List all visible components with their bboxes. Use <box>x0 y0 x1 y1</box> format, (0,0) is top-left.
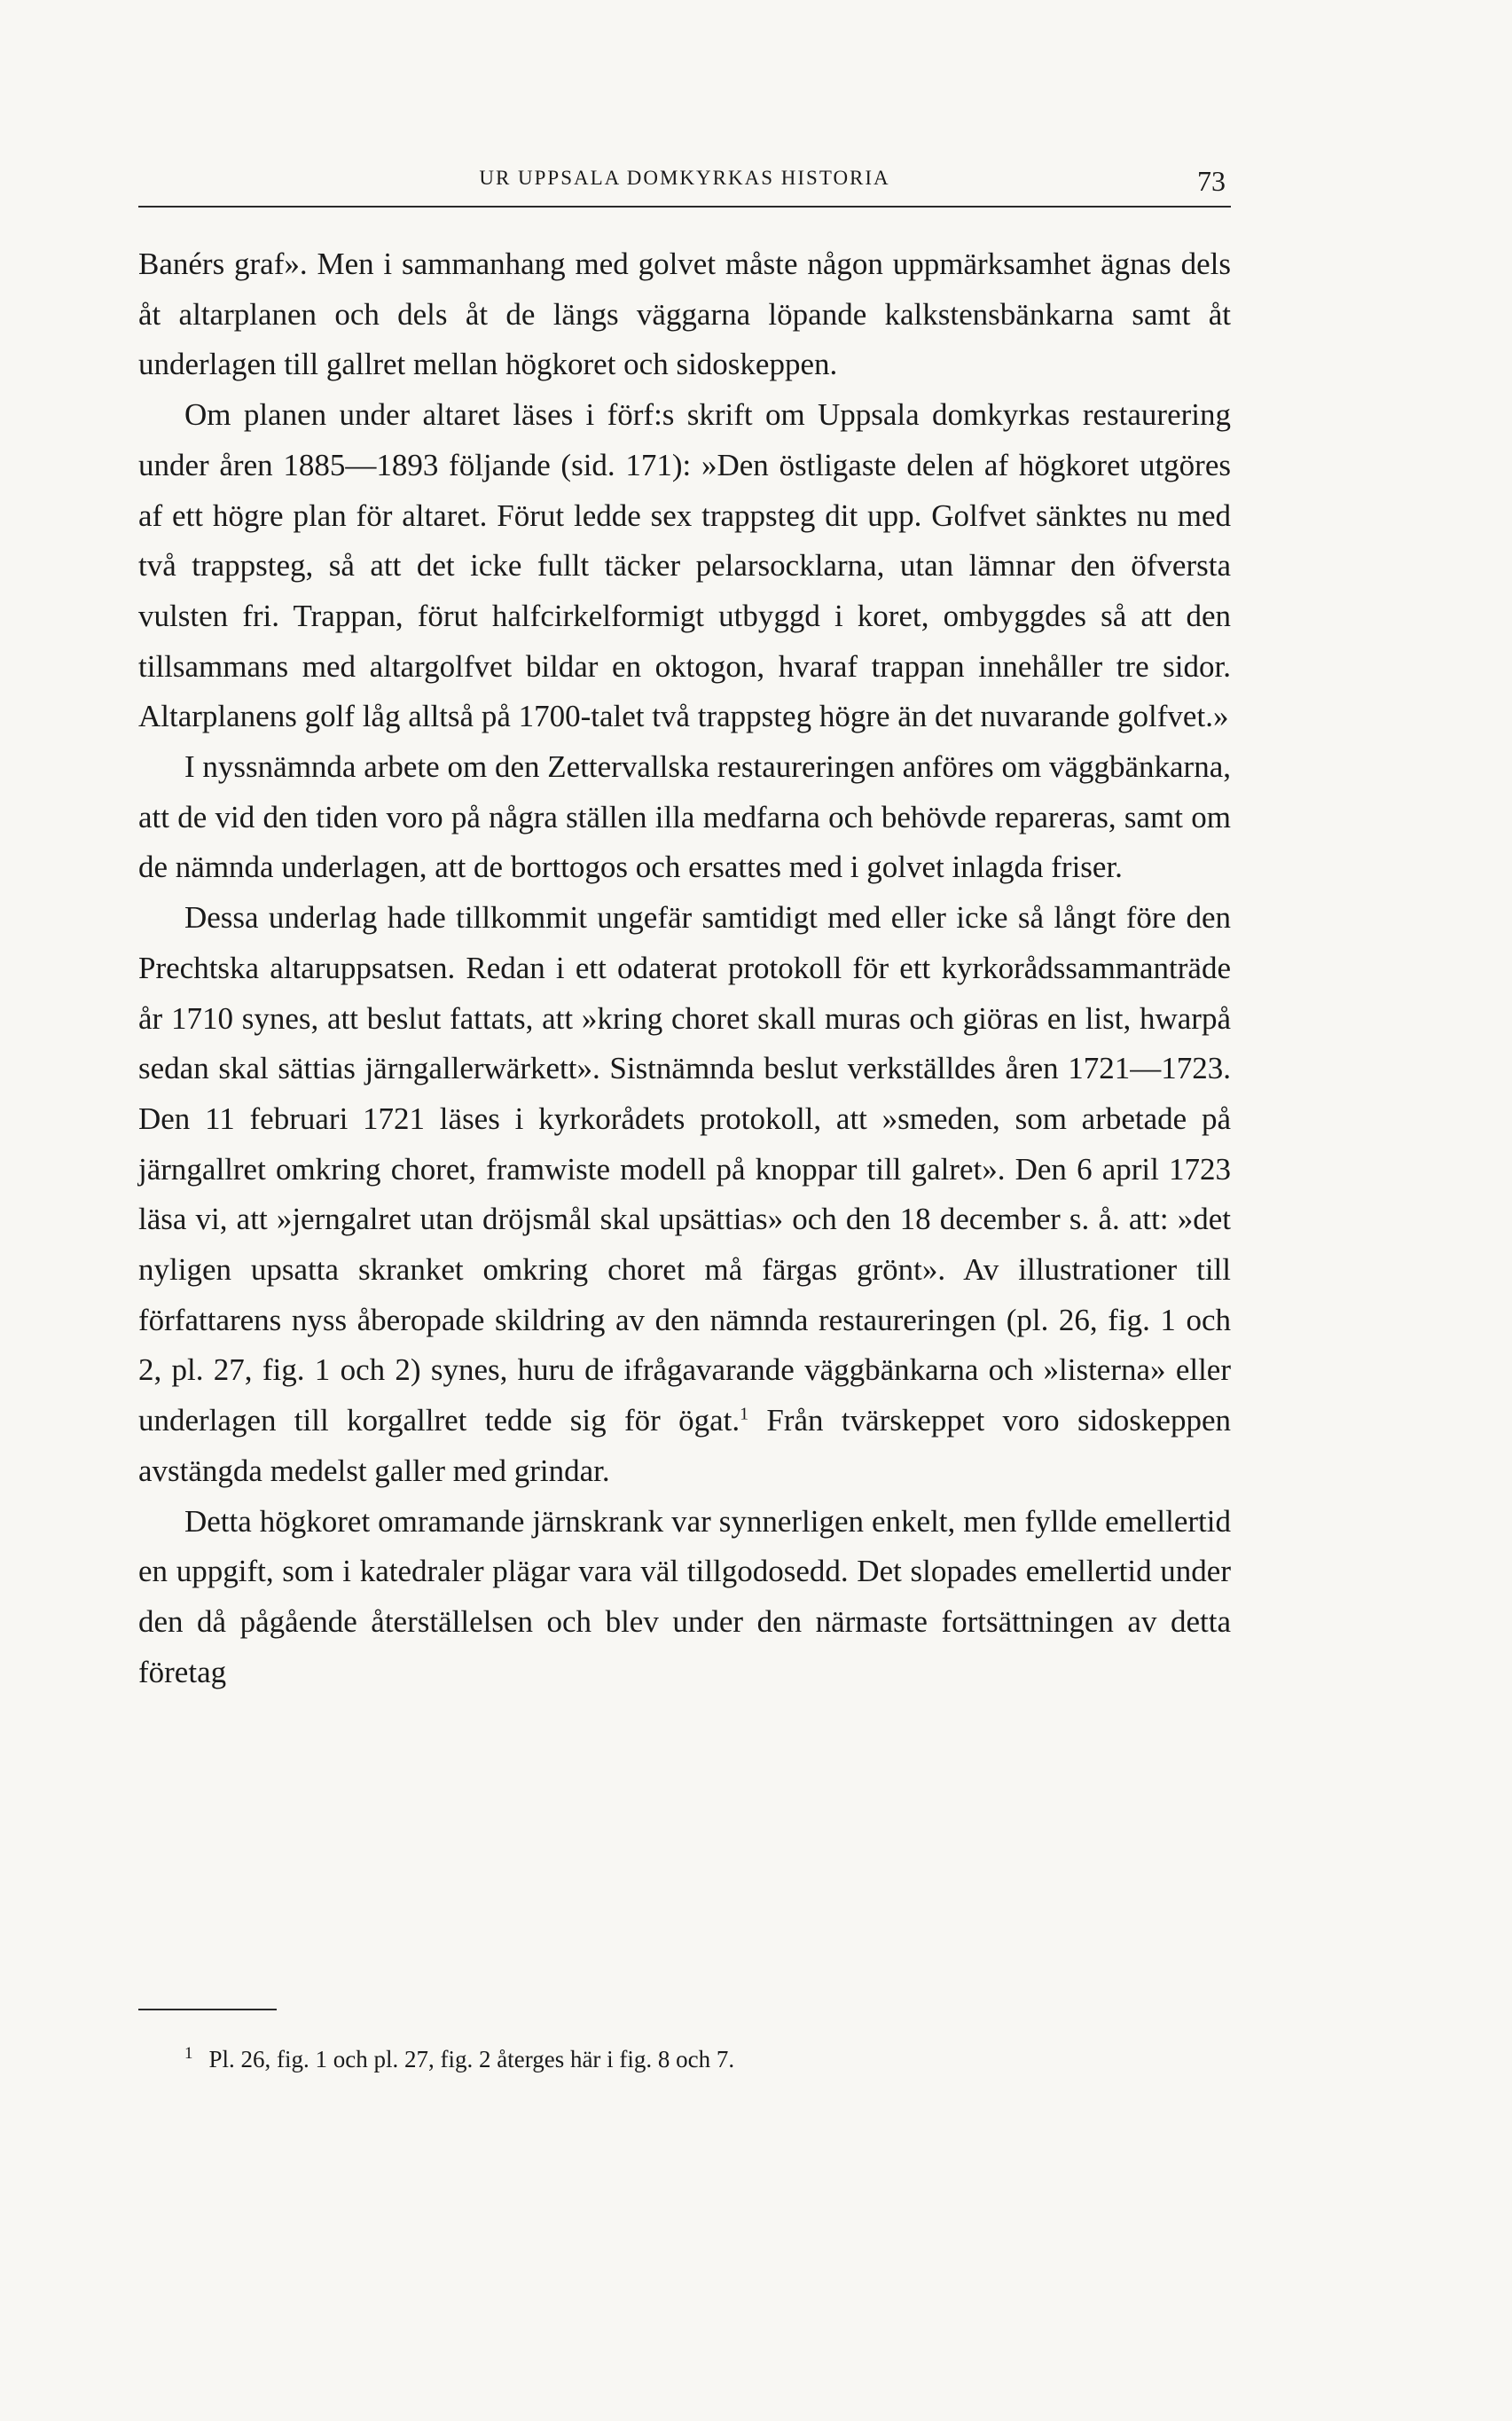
paragraph-text: Dessa underlag hade tillkommit ungefär samtidigt med eller icke så långt före den Prechtska altaruppsatsen. Redan i ett odaterat protokoll för ett kyrkorådssammanträde år 1710 synes, att beslut fattats, att »kring choret skall muras och giöras en list, hwarpå sedan skal sättias järngallerwärkett». Sistnämnda beslut verkställdes åren 1721—1723. Den 11 februari 1721 läses i kyrkorådets protokoll, att »smeden, som arbetade på järngallret omkring choret, framwiste modell på knoppar till galret». Den 6 april 1723 läsa vi, att »jerngalret utan dröjsmål skal upsättias» och den 18 december s. å. att: »det nyligen upsatta skranket omkring choret må färgas grönt». Av illustrationer till författarens nyss åberopade skildring av den nämnda restaureringen (pl. 26, fig. 1 och 2, pl. 27, fig. 1 och 2) synes, huru de ifrågavarande väggbänkarna och »listerna» eller underlagen till korgallret tedde sig för ögat. <box>138 900 1231 1438</box>
page-number: 73 <box>1197 165 1226 197</box>
footnote-marker: 1 <box>184 2044 193 2063</box>
footnote <box>138 2036 1231 2077</box>
running-title: UR UPPSALA DOMKYRKAS HISTORIA <box>479 167 890 189</box>
paragraph-text-cont: Från tvärskeppet voro sidoskeppen avstängda medelst galler med grindar. <box>138 1403 1231 1488</box>
page-header <box>138 167 1231 202</box>
footnote-rule <box>138 2009 277 2010</box>
paragraph: Banérs graf». Men i sammanhang med golvet måste någon uppmärksamhet ägnas dels åt altarplanen och dels åt de längs väggarna löpande kalkstensbänkarna samt åt underlagen till gallret mellan högkoret och sidoskeppen. <box>138 247 1231 382</box>
paragraph: I nyssnämnda arbete om den Zettervallska restaureringen anföres om väggbänkarna, att de vid den tiden voro på några ställen illa medfarna och behövde repareras, samt om de nämnda underlagen, att de borttogos och ersattes med i golvet inlagda friser. <box>138 749 1231 885</box>
body-text <box>138 239 1231 1697</box>
footnote-text: Pl. 26, fig. 1 och pl. 27, fig. 2 återges här i fig. 8 och 7. <box>208 2046 735 2072</box>
header-rule <box>138 206 1231 208</box>
footnote-reference[interactable]: 1 <box>740 1404 749 1424</box>
paragraph: Om planen under altaret läses i förf:s skrift om Uppsala domkyrkas restaurering under åren 1885—1893 följande (sid. 171): »Den östligaste delen af högkoret utgöres af ett högre plan för altaret. Förut ledde sex trappsteg dit upp. Golfvet sänktes nu med två trappsteg, så att det icke fullt täcker pelarsocklarna, utan lämnar den öfversta vulsten fri. Trappan, förut halfcirkelformigt utbyggd i koret, ombyggdes så att den tillsammans med altargolfvet bildar en oktogon, hvaraf trappan innehåller tre sidor. Altarplanens golf låg alltså på 1700-talet två trappsteg högre än det nuvarande golfvet.» <box>138 397 1231 734</box>
paragraph: Detta högkoret omramande järnskrank var synnerligen enkelt, men fyllde emellertid en uppgift, som i katedraler plägar vara väl tillgodosedd. Det slopades emellertid under den då pågående återställelsen och blev under den närmaste fortsättningen av detta företag <box>138 1503 1231 1689</box>
paragraph <box>138 893 1231 1496</box>
